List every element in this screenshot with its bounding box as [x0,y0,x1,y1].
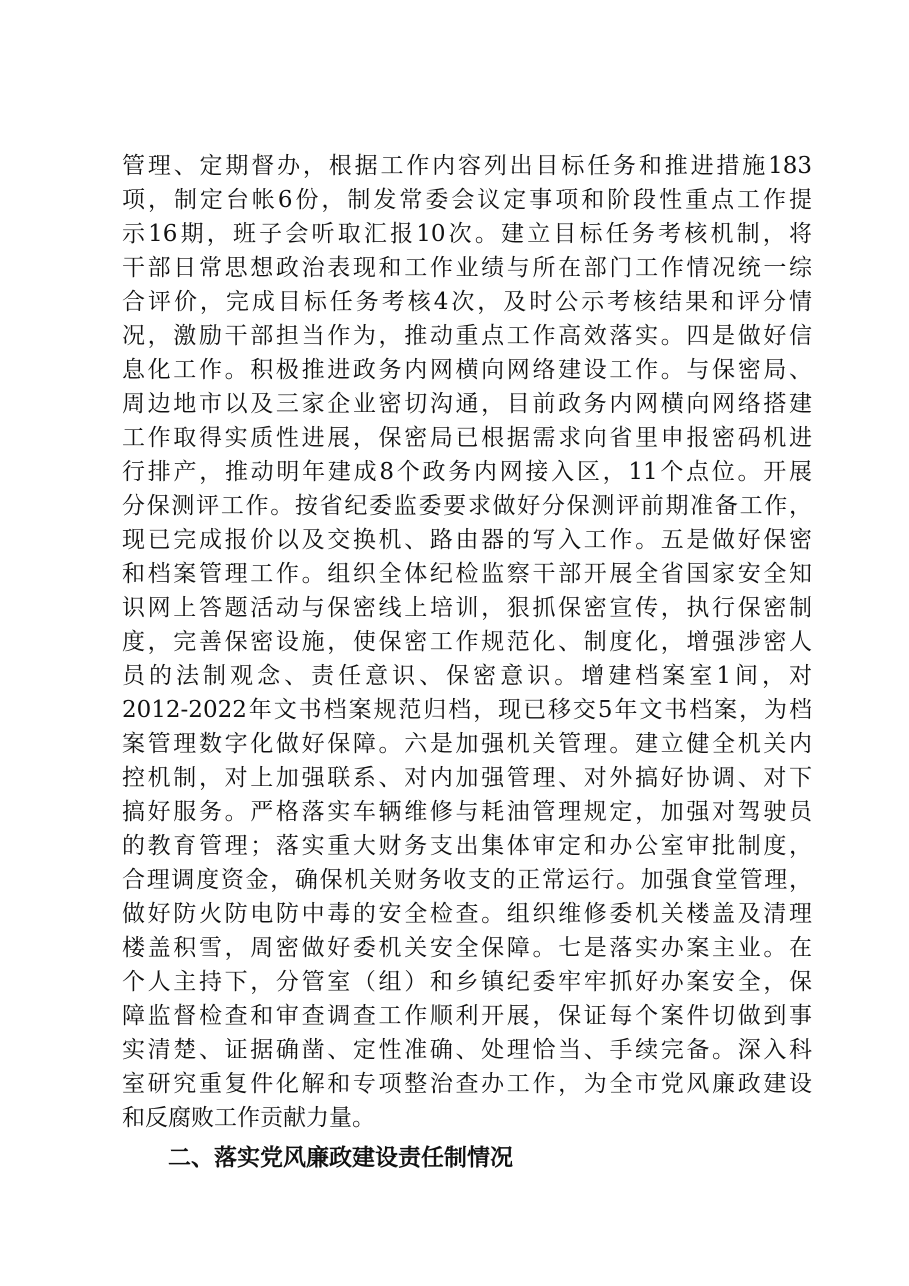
paragraph-line: 合评价，完成目标任务考核4次，及时公示考核结果和评分情 [122,289,812,315]
paragraph-line: 和反腐败工作贡献力量。 [122,1105,375,1131]
paragraph-line: 管理、定期督办，根据工作内容列出目标任务和推进措施183 [122,153,812,179]
paragraph-line: 员的法制观念、责任意识、保密意识。增建档案室1间，对 [122,663,812,689]
paragraph-line: 分保测评工作。按省纪委监委要求做好分保测评前期准备工作， [122,493,812,519]
paragraph-line: 和档案管理工作。组织全体纪检监察干部开展全省国家安全知 [122,561,812,587]
paragraph-line: 2012-2022年文书档案规范归档，现已移交5年文书档案，为档 [122,697,812,723]
paragraph-line: 示16期，班子会听取汇报10次。建立目标任务考核机制，将 [122,221,812,247]
paragraph-line: 识网上答题活动与保密线上培训，狠抓保密宣传，执行保密制 [122,595,812,621]
paragraph-line: 况，激励干部担当作为，推动重点工作高效落实。四是做好信 [122,323,812,349]
paragraph-line: 现已完成报价以及交换机、路由器的写入工作。五是做好保密 [122,527,812,553]
paragraph-line: 项，制定台帐6份，制发常委会议定事项和阶段性重点工作提 [122,187,812,213]
paragraph-line: 实清楚、证据确凿、定性准确、处理恰当、手续完备。深入科 [122,1037,812,1063]
paragraph-line: 度，完善保密设施，使保密工作规范化、制度化，增强涉密人 [122,629,812,655]
paragraph-line: 工作取得实质性进展，保密局已根据需求向省里申报密码机进 [122,425,812,451]
paragraph-line: 做好防火防电防中毒的安全检查。组织维修委机关楼盖及清理 [122,901,812,927]
section-heading: 二、落实党风廉政建设责任制情况 [168,1145,513,1171]
paragraph-line: 搞好服务。严格落实车辆维修与耗油管理规定，加强对驾驶员 [122,799,812,825]
paragraph-line: 周边地市以及三家企业密切沟通，目前政务内网横向网络搭建 [122,391,812,417]
paragraph-line: 的教育管理；落实重大财务支出集体审定和办公室审批制度， [122,833,812,859]
paragraph-line: 息化工作。积极推进政务内网横向网络建设工作。与保密局、 [122,357,812,383]
paragraph-line: 个人主持下，分管室（组）和乡镇纪委牢牢抓好办案安全，保 [122,969,812,995]
paragraph-line: 案管理数字化做好保障。六是加强机关管理。建立健全机关内 [122,731,812,757]
paragraph-line: 控机制，对上加强联系、对内加强管理、对外搞好协调、对下 [122,765,812,791]
paragraph-line: 室研究重复件化解和专项整治查办工作，为全市党风廉政建设 [122,1071,812,1097]
paragraph-line: 行排产，推动明年建成8个政务内网接入区，11个点位。开展 [122,459,812,485]
paragraph-line: 障监督检查和审查调查工作顺利开展，保证每个案件切做到事 [122,1003,812,1029]
paragraph-line: 干部日常思想政治表现和工作业绩与所在部门工作情况统一综 [122,255,812,281]
paragraph-line: 楼盖积雪，周密做好委机关安全保障。七是落实办案主业。在 [122,935,812,961]
paragraph-line: 合理调度资金，确保机关财务收支的正常运行。加强食堂管理， [122,867,812,893]
